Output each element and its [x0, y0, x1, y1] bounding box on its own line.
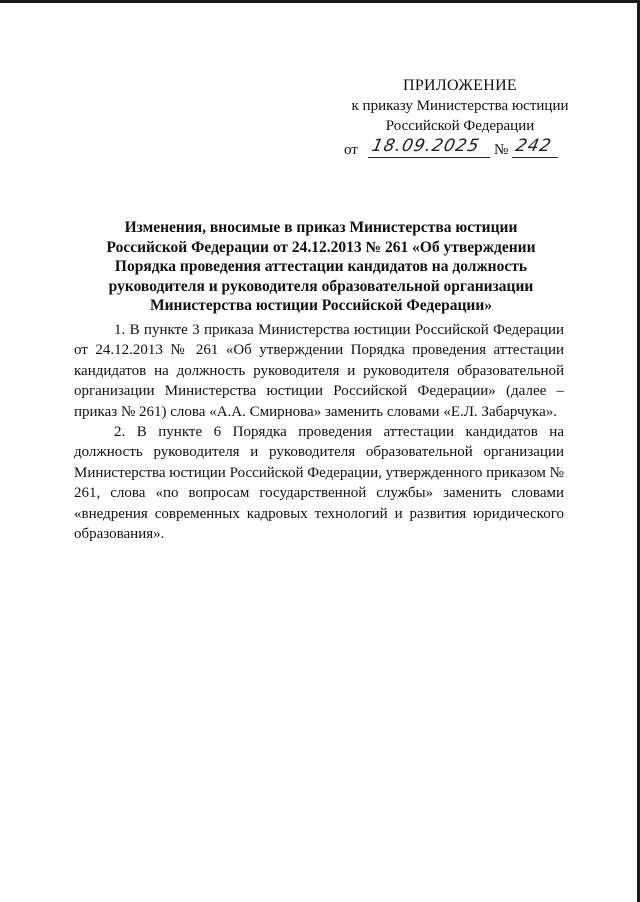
paragraph-1: 1. В пункте 3 приказа Министерства юстиции Российской Федерации от 24.12.2013 № 261 «Об утверждении Порядка проведения аттестации кандидатов на должность руководителя и руководителя образовательной организации Министерства юстиции Российской Федерации» (далее – приказ № 261) слова «А.А. Смирнова» заменить словами «Е.Л. Забарчука». — [74, 322, 564, 420]
document-heading: Изменения, вносимые в приказ Министерства юстиции Российской Федерации от 24.12.2013 № 261 «Об утверждении Порядка проведения аттестации кандидатов на должность руководителя и руководителя образовательной организации Министерства юстиции Российской Федерации» — [106, 219, 536, 314]
handwritten-number: 242 — [513, 136, 554, 156]
document-body — [74, 320, 564, 544]
paragraph-2: 2. В пункте 6 Порядка проведения аттестации кандидатов на должность руководителя и руководителя образовательной организации Министерства юстиции Российской Федерации, утвержденного приказом № 261, слова «по вопросам государственной службы» заменить словами «внедрения современных кадровых технологий и развития юридического образования». — [74, 424, 564, 543]
number-underline — [512, 157, 558, 158]
appendix-block — [330, 76, 590, 160]
from-label: от — [344, 142, 358, 158]
order-date-number-row — [330, 136, 590, 160]
handwritten-date: 18.09.2025 — [369, 136, 482, 156]
appendix-title: ПРИЛОЖЕНИЕ — [402, 77, 517, 94]
appendix-line-1: к приказу Министерства юстиции — [351, 98, 569, 114]
scan-edge-top — [0, 0, 640, 3]
number-label: № — [494, 142, 509, 158]
appendix-line-2: Российской Федерации — [385, 118, 535, 134]
date-underline — [368, 157, 490, 158]
